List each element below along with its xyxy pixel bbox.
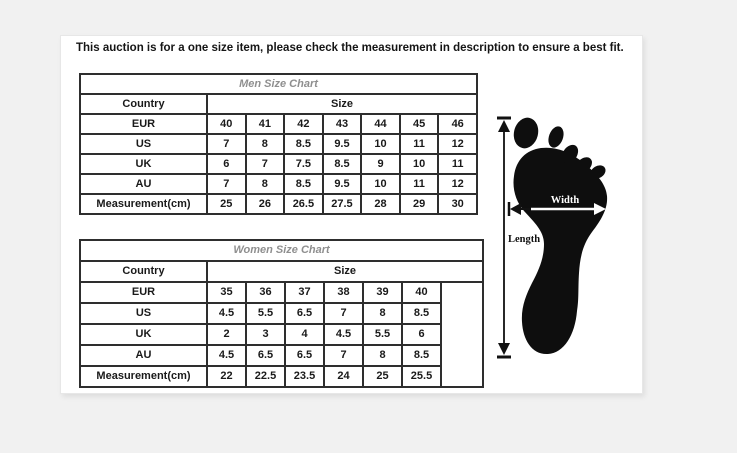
- size-value-cell: 8: [246, 174, 285, 194]
- size-value-cell: 4.5: [207, 345, 246, 366]
- size-value-cell: 10: [400, 154, 439, 174]
- size-value-cell: 28: [361, 194, 400, 214]
- size-value-cell: 4: [285, 324, 324, 345]
- size-value-cell: 6: [402, 324, 441, 345]
- women-size-header: Size: [207, 261, 483, 282]
- size-value-cell: 12: [438, 134, 477, 154]
- size-value-cell: 7: [207, 134, 246, 154]
- men-size-header: Size: [207, 94, 477, 114]
- size-value-cell: 46: [438, 114, 477, 134]
- row-label: US: [80, 303, 207, 324]
- men-chart-title-row: [80, 74, 477, 94]
- row-label: AU: [80, 174, 207, 194]
- row-label: UK: [80, 324, 207, 345]
- size-value-cell: 35: [207, 282, 246, 303]
- size-value-cell: 8: [363, 303, 402, 324]
- size-value-cell: 42: [284, 114, 323, 134]
- men-size-chart-table: [79, 73, 478, 215]
- size-value-cell: 29: [400, 194, 439, 214]
- size-value-cell: 26.5: [284, 194, 323, 214]
- row-label: EUR: [80, 282, 207, 303]
- size-value-cell: 36: [246, 282, 285, 303]
- table-row: [80, 282, 483, 303]
- size-value-cell: 25: [207, 194, 246, 214]
- women-chart-title: Women Size Chart: [80, 240, 483, 261]
- size-value-cell: 8.5: [323, 154, 362, 174]
- notice-text: This auction is for a one size item, please check the measurement in description to ensure a best fit.: [76, 42, 624, 54]
- size-value-cell: 6.5: [246, 345, 285, 366]
- table-row: [80, 134, 477, 154]
- size-value-cell: 6.5: [285, 303, 324, 324]
- men-chart-header-row: [80, 94, 477, 114]
- row-label: Measurement(cm): [80, 194, 207, 214]
- size-value-cell: 5.5: [363, 324, 402, 345]
- size-value-cell: 9.5: [323, 174, 362, 194]
- size-value-cell: 25.5: [402, 366, 441, 387]
- size-value-cell: 6: [207, 154, 246, 174]
- size-value-cell: 40: [402, 282, 441, 303]
- size-value-cell: 24: [324, 366, 363, 387]
- row-label: UK: [80, 154, 207, 174]
- size-value-cell: 37: [285, 282, 324, 303]
- size-value-cell: 22.5: [246, 366, 285, 387]
- size-value-cell: 8.5: [284, 134, 323, 154]
- table-row: [80, 194, 477, 214]
- width-label: Width: [550, 195, 580, 206]
- table-row: [80, 114, 477, 134]
- row-label: US: [80, 134, 207, 154]
- size-value-cell: 38: [324, 282, 363, 303]
- size-value-cell: 39: [363, 282, 402, 303]
- size-value-cell: 23.5: [285, 366, 324, 387]
- table-row: [80, 324, 483, 345]
- size-value-cell: 45: [400, 114, 439, 134]
- women-chart-header-row: [80, 261, 483, 282]
- size-value-cell: 8: [363, 345, 402, 366]
- table-row: [80, 303, 483, 324]
- size-value-cell: 6.5: [285, 345, 324, 366]
- size-value-cell: 8.5: [402, 303, 441, 324]
- women-country-header: Country: [80, 261, 207, 282]
- size-value-cell: 41: [246, 114, 285, 134]
- size-value-cell: 3: [246, 324, 285, 345]
- size-value-cell: 11: [438, 154, 477, 174]
- table-row: [80, 154, 477, 174]
- table-row: [80, 174, 477, 194]
- size-value-cell: 7: [324, 303, 363, 324]
- women-size-chart-table: [79, 239, 484, 388]
- size-value-cell: 7.5: [284, 154, 323, 174]
- men-country-header: Country: [80, 94, 207, 114]
- table-row: [80, 345, 483, 366]
- size-value-cell: 8.5: [402, 345, 441, 366]
- row-label: EUR: [80, 114, 207, 134]
- size-value-cell: 8.5: [284, 174, 323, 194]
- size-value-cell: 12: [438, 174, 477, 194]
- size-value-cell: 22: [207, 366, 246, 387]
- size-value-cell: 27.5: [323, 194, 362, 214]
- size-value-cell: 7: [207, 174, 246, 194]
- size-value-cell: 7: [324, 345, 363, 366]
- size-value-cell: 9: [361, 154, 400, 174]
- women-chart-title-row: [80, 240, 483, 261]
- size-value-cell: 8: [246, 134, 285, 154]
- table-row: [80, 366, 483, 387]
- size-value-cell: 5.5: [246, 303, 285, 324]
- size-value-cell: 30: [438, 194, 477, 214]
- size-value-cell: 44: [361, 114, 400, 134]
- size-value-cell: 4.5: [324, 324, 363, 345]
- row-label: Measurement(cm): [80, 366, 207, 387]
- size-value-cell: 4.5: [207, 303, 246, 324]
- length-label: Length: [508, 234, 541, 245]
- size-value-cell: 11: [400, 174, 439, 194]
- size-value-cell: 40: [207, 114, 246, 134]
- size-value-cell: 10: [361, 134, 400, 154]
- size-value-cell: 10: [361, 174, 400, 194]
- content-card: [60, 35, 643, 394]
- size-value-cell: 11: [400, 134, 439, 154]
- empty-cell: [441, 282, 483, 387]
- size-value-cell: 26: [246, 194, 285, 214]
- size-value-cell: 7: [246, 154, 285, 174]
- size-value-cell: 43: [323, 114, 362, 134]
- size-value-cell: 25: [363, 366, 402, 387]
- size-value-cell: 2: [207, 324, 246, 345]
- size-value-cell: 9.5: [323, 134, 362, 154]
- men-chart-title: Men Size Chart: [80, 74, 477, 94]
- row-label: AU: [80, 345, 207, 366]
- foot-measurement-diagram: [489, 101, 649, 366]
